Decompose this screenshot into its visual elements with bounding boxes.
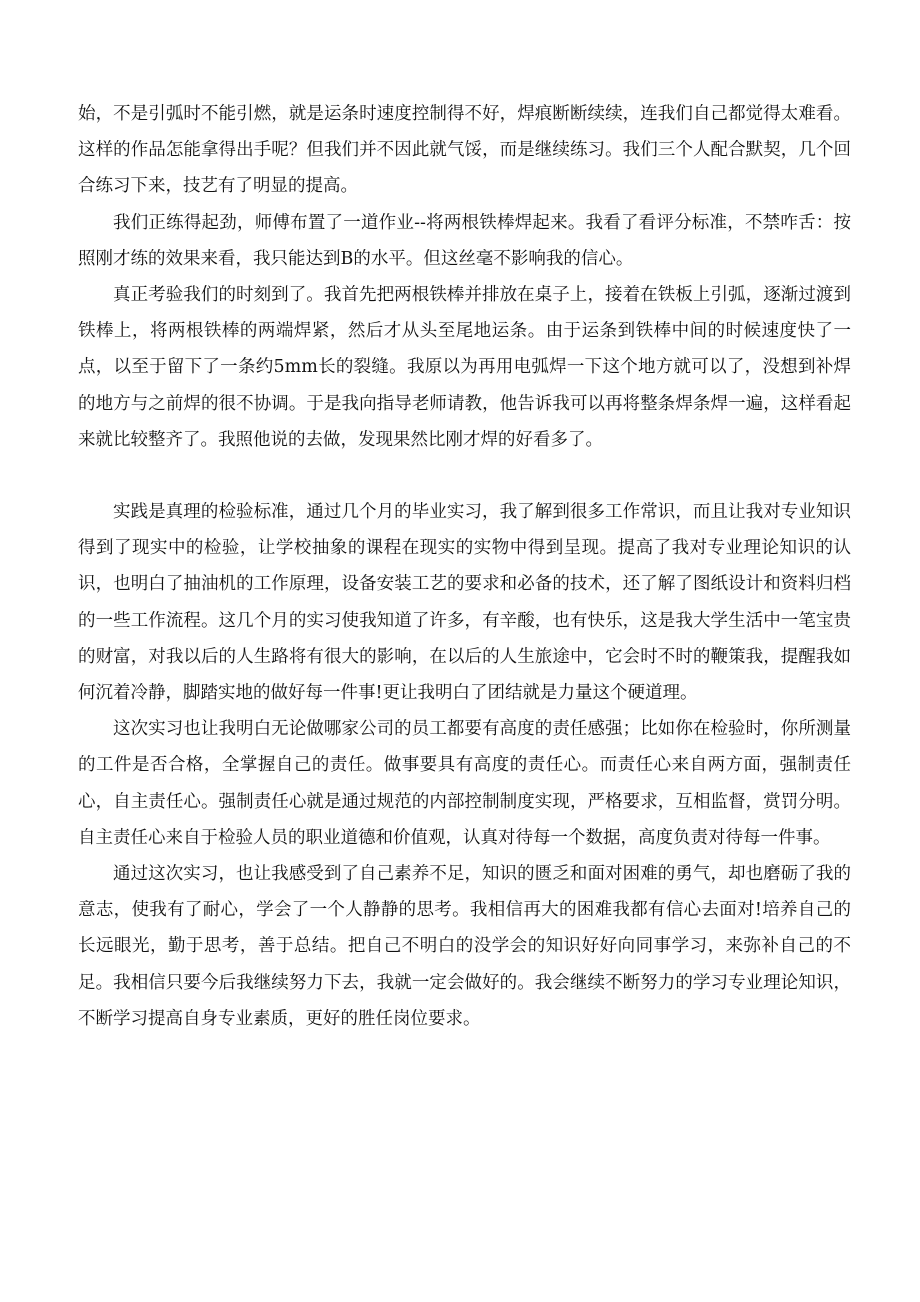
paragraph-2: 我们正练得起劲，师傅布置了一道作业--将两根铁棒焊起来。我看了看评分标准，不禁咋舌：按照刚才练的效果来看，我只能达到B的水平。但这丝毫不影响我的信心。 [78, 212, 851, 269]
paragraph-4: 实践是真理的检验标准，通过几个月的毕业实习，我了解到很多工作常识，而且让我对专业知识得到了现实中的检验，让学校抽象的课程在现实的实物中得到呈现。提高了我对专业理论知识的认识，也明白了抽油机的工作原理，设备安装工艺的要求和必备的技术，还了解了图纸设计和资料归档的一些工作流程。这几个月的实习使我知道了许多，有辛酸，也有快乐，这是我大学生活中一笔宝贵的财富，对我以后的人生路将有很大的影响，在以后的人生旅途中，它会时不时的鞭策我，提醒我如何沉着冷静，脚踏实地的做好每一件事!更让我明白了团结就是力量这个硬道理。 [78, 502, 851, 704]
paragraph-gap [78, 458, 851, 494]
paragraph-6: 通过这次实习，也让我感受到了自己素养不足，知识的匮乏和面对困难的勇气，却也磨砺了我的意志，使我有了耐心，学会了一个人静静的思考。我相信再大的困难我都有信心去面对!培养自己的长远眼光，勤于思考，善于总结。把自己不明白的没学会的知识好好向同事学习，来弥补自己的不足。我相信只要今后我继续努力下去，我就一定会做好的。我会继续不断努力的学习专业理论知识，不断学习提高自身专业素质，更好的胜任岗位要求。 [78, 864, 851, 1029]
paragraph-5: 这次实习也让我明白无论做哪家公司的员工都要有高度的责任感强；比如你在检验时，你所测量的工件是否合格，全掌握自己的责任。做事要具有高度的责任心。而责任心来自两方面，强制责任心，自主责任心。强制责任心就是通过规范的内部控制制度实现，严格要求，互相监督，赏罚分明。自主责任心来自于检验人员的职业道德和价值观，认真对待每一个数据，高度负责对待每一件事。 [78, 719, 851, 848]
document-body [78, 96, 851, 1037]
paragraph-1: 始，不是引弧时不能引燃，就是运条时速度控制得不好，焊痕断断续续，连我们自己都觉得太难看。这样的作品怎能拿得出手呢？但我们并不因此就气馁，而是继续练习。我们三个人配合默契，几个回合练习下来，技艺有了明显的提高。 [78, 104, 851, 197]
paragraph-3: 真正考验我们的时刻到了。我首先把两根铁棒并排放在桌子上，接着在铁板上引弧，逐渐过渡到铁棒上，将两根铁棒的两端焊紧，然后才从头至尾地运条。由于运条到铁棒中间的时候速度快了一点，以至于留下了一条约5mm长的裂缝。我原以为再用电弧焊一下这个地方就可以了，没想到补焊的地方与之前焊的很不协调。于是我向指导老师请教，他告诉我可以再将整条焊条焊一遍，这样看起来就比较整齐了。我照他说的去做，发现果然比刚才焊的好看多了。 [78, 285, 851, 450]
